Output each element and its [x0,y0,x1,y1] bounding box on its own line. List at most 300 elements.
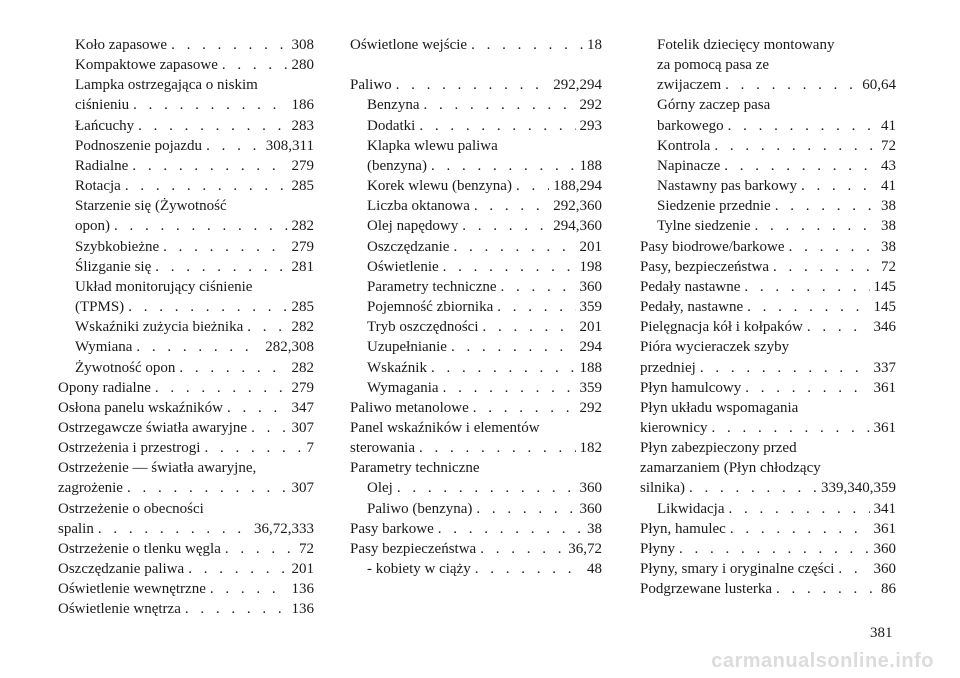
entry-page-ref[interactable]: 360 [579,278,602,295]
dot-leader [755,216,878,236]
entry-term: Ostrzeżenie o obecności [58,500,204,517]
index-entry [640,539,896,559]
entry-page-ref[interactable]: 72 [881,137,896,154]
entry-term: barkowego [657,117,724,134]
index-entry [58,75,314,95]
entry-page-ref[interactable]: 182 [579,440,602,457]
dot-leader [225,539,295,559]
index-entry [350,176,602,196]
dot-leader [838,559,869,579]
dot-leader [714,136,877,156]
entry-term: Dodatki [367,117,416,134]
entry-page-ref[interactable]: 36,72,333 [254,520,314,537]
dot-leader [728,499,869,519]
entry-page-ref[interactable]: 282 [291,218,314,235]
entry-term: Wymagania [367,379,439,396]
index-entry [640,237,896,257]
entry-term: Napinacze [657,157,721,174]
entry-page-ref[interactable]: 339,340,359 [821,480,896,497]
entry-page-ref[interactable]: 188 [579,359,602,376]
entry-term: Płyn układu wspomagania [640,399,799,416]
index-entry [640,156,896,176]
entry-page-ref[interactable]: 285 [291,178,314,195]
entry-term: kierownicy [640,419,708,436]
entry-term: Wymiana [75,339,133,356]
dot-leader [438,519,583,539]
index-entry [350,478,602,498]
entry-page-ref[interactable]: 72 [881,258,896,275]
entry-term: Płyny [640,540,676,557]
dot-leader [483,317,576,337]
entry-page-ref[interactable]: 188 [579,157,602,174]
dot-leader [155,378,288,398]
index-entry [640,317,896,337]
entry-page-ref[interactable]: 38 [587,520,602,537]
index-entry [640,519,896,539]
entry-term: Lampka ostrzegająca o niskim [75,77,258,94]
index-entry [350,156,602,176]
entry-page-ref[interactable]: 36,72 [568,540,602,557]
index-entry [58,539,314,559]
dot-leader [700,358,870,378]
index-entry [350,337,602,357]
dot-leader [98,519,250,539]
index-entry [640,458,896,478]
entry-term: Kontrola [657,137,711,154]
dot-leader [501,277,576,297]
entry-term: Tryb oszczędności [367,319,479,336]
dot-leader [730,519,870,539]
dot-leader [725,75,858,95]
entry-page-ref[interactable]: 7 [306,440,314,457]
entry-term: (benzyna) [367,157,427,174]
dot-leader [745,378,869,398]
entry-term: Ostrzeżenie — światła awaryjne, [58,460,257,477]
index-entry [640,277,896,297]
index-entry [640,297,896,317]
index-entry [58,136,314,156]
index-entry [350,237,602,257]
index-entry [58,378,314,398]
entry-term: Siedzenie przednie [657,198,771,215]
entry-term: - kobiety w ciąży [367,561,471,578]
dot-leader [744,277,869,297]
index-entry [58,156,314,176]
dot-leader [431,358,576,378]
entry-page-ref[interactable]: 347 [291,399,314,416]
index-entry [640,478,896,498]
entry-term: Płyn hamulcowy [640,379,742,396]
index-entry [350,398,602,418]
index-column-2 [350,35,602,579]
index-entry [58,438,314,458]
index-entry [640,116,896,136]
index-entry [58,317,314,337]
entry-page-ref[interactable]: 43 [881,157,896,174]
blank-line [350,55,602,75]
dot-leader [188,559,287,579]
entry-term: Panel wskaźników i elementów [350,419,540,436]
index-entry [350,458,602,478]
index-entry [58,337,314,357]
dot-leader [138,116,287,136]
index-entry [350,358,602,378]
index-entry [350,297,602,317]
index-entry [640,337,896,357]
entry-page-ref[interactable]: 307 [291,419,314,436]
entry-term: Kompaktowe zapasowe [75,57,218,74]
entry-page-ref[interactable]: 282 [291,319,314,336]
index-entry [350,418,602,438]
index-entry [350,116,602,136]
entry-page-ref[interactable]: 188,294 [553,178,602,195]
index-entry [58,216,314,236]
watermark-text: carmanualsonline.info [711,650,934,672]
dot-leader [475,559,583,579]
dot-leader [163,237,287,257]
dot-leader [497,297,575,317]
entry-term: zwijaczem [657,77,722,94]
entry-term: Układ monitorujący ciśnienie [75,278,253,295]
index-entry [58,478,314,498]
entry-term: Fotelik dziecięcy montowany [657,37,835,53]
entry-page-ref[interactable]: 41 [881,178,896,195]
index-entry [350,277,602,297]
entry-page-ref[interactable]: 48 [587,561,602,578]
dot-leader [171,35,287,55]
index-entry [640,75,896,95]
entry-term: Olej napędowy [367,218,459,235]
index-entry [640,398,896,418]
index-entry [58,176,314,196]
entry-term: Nastawny pas barkowy [657,178,797,195]
entry-page-ref[interactable]: 279 [291,379,314,396]
index-entry [58,35,314,55]
entry-page-ref[interactable]: 201 [579,238,602,255]
entry-page-ref[interactable]: 145 [873,299,896,316]
entry-page-ref[interactable]: 282,308 [265,339,314,356]
dot-leader [728,116,877,136]
entry-page-ref[interactable]: 41 [881,117,896,134]
entry-page-ref[interactable]: 294 [579,339,602,356]
index-entry [640,257,896,277]
entry-page-ref[interactable]: 38 [881,218,896,235]
dot-leader [473,398,576,418]
entry-term: zagrożenie [58,480,123,497]
entry-page-ref[interactable]: 346 [873,319,896,336]
entry-page-ref[interactable]: 341 [873,500,896,517]
entry-page-ref[interactable]: 359 [579,379,602,396]
entry-term: Łańcuchy [75,117,135,134]
index-entry [640,579,896,599]
index-entry [58,579,314,599]
entry-page-ref[interactable]: 360 [579,480,602,497]
index-entry [350,95,602,115]
entry-page-ref[interactable]: 361 [873,419,896,436]
entry-term: Olej [367,480,393,497]
entry-term: zamarzaniem (Płyn chłodzący [640,460,821,477]
dot-leader [396,75,550,95]
index-column-1 [58,35,314,620]
entry-term: Tylne siedzenie [657,218,751,235]
index-entry [58,418,314,438]
entry-page-ref[interactable]: 38 [881,238,896,255]
entry-page-ref[interactable]: 282 [291,359,314,376]
entry-term: Oświetlenie wewnętrzne [58,581,206,598]
dot-leader [776,579,877,599]
index-entry [640,136,896,156]
entry-term: Podgrzewane lusterka [640,581,773,598]
entry-term [350,55,354,75]
index-entry [58,277,314,297]
entry-term: Pasy bezpieczeństwa [350,540,477,557]
entry-page-ref[interactable]: 308,311 [265,137,314,154]
entry-term: Pasy, bezpieczeństwa [640,258,769,275]
dot-leader [247,317,287,337]
entry-term: Ostrzeżenia i przestrogi [58,440,201,457]
dot-leader [128,297,287,317]
entry-term: Paliwo (benzyna) [367,500,473,517]
entry-term: ciśnieniu [75,97,130,114]
index-entry [58,116,314,136]
entry-term: Pasy biodrowe/barkowe [640,238,785,255]
entry-page-ref[interactable]: 361 [873,520,896,537]
index-entry [350,499,602,519]
index-entry [58,297,314,317]
dot-leader [397,478,576,498]
entry-page-ref[interactable]: 337 [873,359,896,376]
entry-term: Liczba oktanowa [367,198,470,215]
entry-term: spalin [58,520,94,537]
entry-page-ref[interactable]: 292,360 [553,198,602,215]
entry-term: za pomocą pasa ze [657,57,770,74]
entry-term: przedniej [640,359,696,376]
dot-leader [179,358,287,378]
dot-leader [801,176,877,196]
entry-term: (TPMS) [75,299,125,316]
index-entry [350,216,602,236]
dot-leader [431,156,576,176]
index-entry [58,398,314,418]
dot-leader [476,499,575,519]
entry-term: Rotacja [75,178,121,195]
dot-leader [724,156,877,176]
dot-leader [210,579,288,599]
entry-term: Klapka wlewu paliwa [367,137,498,154]
entry-page-ref[interactable]: 360 [873,540,896,557]
index-entry [640,55,896,75]
entry-term: Oszczędzanie paliwa [58,561,185,578]
dot-leader [136,337,261,357]
entry-term: Płyny, smary i oryginalne części [640,561,835,578]
entry-page-ref[interactable]: 293 [579,117,602,134]
entry-term: Opony radialne [58,379,151,396]
index-entry [58,257,314,277]
entry-page-ref[interactable]: 283 [291,117,314,134]
entry-page-ref[interactable]: 186 [291,97,314,114]
index-entry [640,196,896,216]
entry-term: Parametry techniczne [350,460,480,477]
dot-leader [462,216,549,236]
index-entry [350,438,602,458]
entry-term: Szybkobieżne [75,238,160,255]
entry-term: Pióra wycieraczek szyby [640,339,790,356]
entry-page-ref[interactable]: 18 [587,37,602,53]
entry-term: Oświetlone wejście [350,37,468,53]
entry-page-ref[interactable]: 281 [291,258,314,275]
entry-term: Ostrzegawcze światła awaryjne [58,419,248,436]
index-entry [350,196,602,216]
entry-term: Płyn zabezpieczony przed [640,440,797,457]
entry-page-ref[interactable]: 136 [291,581,314,598]
index-entry [640,378,896,398]
dot-leader [227,398,288,418]
index-entry [640,499,896,519]
index-entry [58,519,314,539]
index-entry [350,317,602,337]
dot-leader [132,156,287,176]
entry-page-ref[interactable]: 136 [291,601,314,618]
entry-term: Pedały, nastawne [640,299,744,316]
dot-leader [773,257,877,277]
index-entry [350,35,602,55]
dot-leader [419,116,575,136]
index-entry [640,559,896,579]
dot-leader [114,216,288,236]
entry-page-ref[interactable]: 198 [579,258,602,275]
entry-term: Korek wlewu (benzyna) [367,178,512,195]
entry-term: Starzenie się (Żywotność [75,198,227,215]
index-entry [58,95,314,115]
index-entry [640,358,896,378]
entry-page-ref[interactable]: 294,360 [553,218,602,235]
entry-term: Wskaźniki zużycia bieżnika [75,319,244,336]
dot-leader [206,136,262,156]
entry-term: Uzupełnianie [367,339,447,356]
dot-leader [127,478,288,498]
dot-leader [775,196,877,216]
index-entry [58,499,314,519]
entry-term: Koło zapasowe [75,37,168,53]
entry-term: Osłona panelu wskaźników [58,399,223,416]
entry-page-ref[interactable]: 292,294 [553,77,602,94]
entry-page-ref[interactable]: 292 [579,399,602,416]
entry-page-ref[interactable]: 360 [579,500,602,517]
entry-term: Oświetlenie [367,258,439,275]
index-entry [640,95,896,115]
entry-page-ref[interactable]: 360 [873,561,896,578]
index-entry [640,418,896,438]
dot-leader [516,176,549,196]
index-entry [58,559,314,579]
entry-term: Podnoszenie pojazdu [75,137,203,154]
dot-leader [125,176,288,196]
index-entry [58,55,314,75]
index-entry [58,237,314,257]
dot-leader [453,237,575,257]
entry-term: opon) [75,218,110,235]
entry-term: Paliwo metanolowe [350,399,469,416]
entry-page-ref[interactable]: 38 [881,198,896,215]
entry-term: Górny zaczep pasa [657,97,771,114]
index-entry [350,539,602,559]
entry-page-ref[interactable]: 285 [291,299,314,316]
dot-leader [204,438,302,458]
entry-term: Paliwo [350,77,392,94]
dot-leader [222,55,288,75]
index-entry [350,519,602,539]
dot-leader [689,478,817,498]
dot-leader [807,317,870,337]
dot-leader [419,438,576,458]
entry-page-ref[interactable]: 60,64 [862,77,896,94]
dot-leader [451,337,576,357]
entry-page-ref[interactable]: 307 [291,480,314,497]
page-number: 381 [870,625,893,641]
entry-term: Oszczędzanie [367,238,450,255]
entry-page-ref[interactable]: 279 [291,157,314,174]
index-entry [58,196,314,216]
entry-term: Benzyna [367,97,420,114]
dot-leader [185,599,288,619]
entry-page-ref[interactable]: 279 [291,238,314,255]
entry-page-ref[interactable]: 359 [579,299,602,316]
index-entry [350,257,602,277]
entry-term: Likwidacja [657,500,725,517]
dot-leader [133,95,287,115]
dot-leader [789,237,877,257]
entry-term: Żywotność opon [75,359,176,376]
index-entry [58,599,314,619]
dot-leader [480,539,564,559]
index-entry [640,438,896,458]
entry-term: Ostrzeżenie o tlenku węgla [58,540,221,557]
entry-term: sterowania [350,440,415,457]
entry-page-ref[interactable]: 292 [579,97,602,114]
entry-term: silnika) [640,480,685,497]
entry-term: Pielęgnacja kół i kołpaków [640,319,803,336]
index-entry [58,358,314,378]
dot-leader [423,95,575,115]
entry-term: Płyn, hamulec [640,520,726,537]
entry-term: Pasy barkowe [350,520,434,537]
entry-term: Radialne [75,157,129,174]
dot-leader [251,418,287,438]
entry-term: Pojemność zbiornika [367,299,494,316]
entry-page-ref[interactable]: 201 [291,561,314,578]
index-entry [640,176,896,196]
dot-leader [155,257,287,277]
index-entry [58,458,314,478]
entry-term: Parametry techniczne [367,278,497,295]
entry-page-ref[interactable]: 308 [291,37,314,53]
entry-page-ref[interactable]: 280 [291,57,314,74]
dot-leader [711,418,869,438]
entry-term: Wskaźnik [367,359,427,376]
entry-page-ref[interactable]: 72 [299,540,314,557]
entry-term: Oświetlenie wnętrza [58,601,181,618]
index-entry [640,216,896,236]
entry-term: Ślizganie się [75,258,152,275]
entry-page-ref[interactable]: 201 [579,319,602,336]
entry-page-ref[interactable]: 361 [873,379,896,396]
entry-page-ref[interactable]: 86 [881,581,896,598]
index-column-3 [640,35,896,599]
index-entry [350,559,602,579]
index-entry [640,35,896,55]
entry-page-ref[interactable]: 145 [873,278,896,295]
dot-leader [679,539,869,559]
